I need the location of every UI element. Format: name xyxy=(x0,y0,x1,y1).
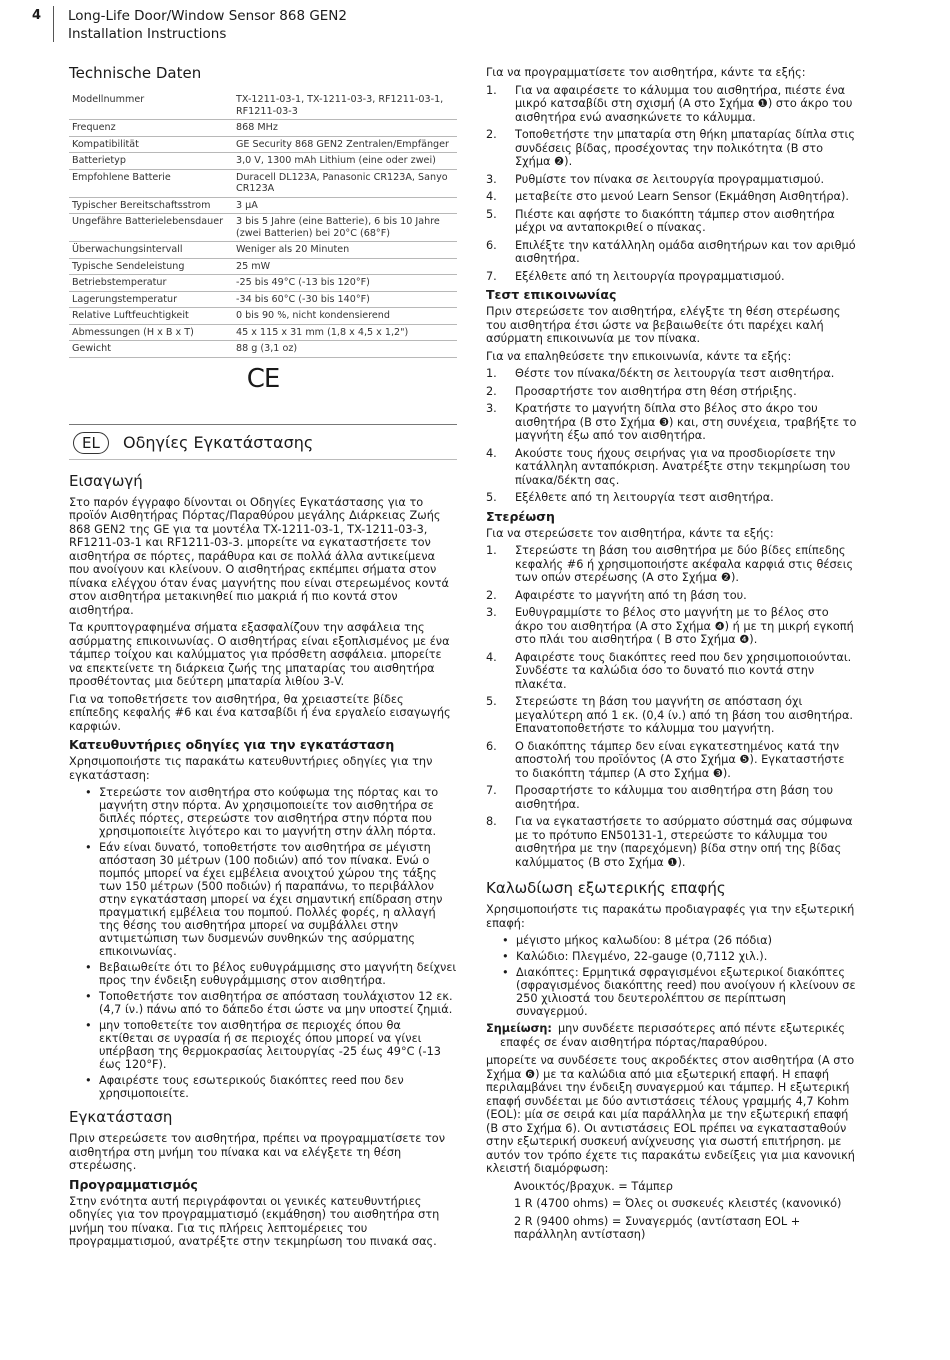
install-heading: Εγκατάσταση xyxy=(69,1108,173,1126)
comm-test-steps xyxy=(486,367,858,505)
doc-subtitle: Installation Instructions xyxy=(68,26,227,42)
list-item: • Διακόπτες: Ερμητικά σφραγισμένοι εξωτερικοί διακόπτες (σφραγισμένος διακόπτης reed) που ανοίγουν ή κλείνουν σε 250 χιλιοστά του δευτερολέπτου σε περίπτωση συναγερμού. xyxy=(516,966,858,1018)
left-column xyxy=(69,64,457,1253)
language-section-bar xyxy=(69,424,457,460)
comm-test-heading: Τεστ επικοινωνίας xyxy=(486,287,617,302)
ce-mark-logo: CE xyxy=(246,363,280,394)
intro-heading: Εισαγωγή xyxy=(69,471,143,490)
spec-label: Abmessungen (H x B x T) xyxy=(69,324,233,341)
list-item: 7. Προσαρτήστε το κάλυμμα του αισθητήρα στη βάση του αισθητήρα. xyxy=(486,784,834,811)
programming-paragraph: Στην ενότητα αυτή περιγράφονται οι γενικές κατευθυντήριες οδηγίες για τον προγραμματισμό (εκμάθηση) του αισθητήρα στη μνήμη του πίνακα. Για τις πλήρεις λεπτομέρειες του προγραμματισμού, ανατρέξτε στην τεκμηρίωση του πινακά σας. xyxy=(69,1194,440,1248)
language-code-badge: EL xyxy=(73,432,109,454)
list-item: 6. Επιλέξτε την κατάλληλη ομάδα αισθητήρων και τον αριθμό αισθητήρα. xyxy=(486,238,856,265)
list-item: • μέγιστο μήκος καλωδίου: 8 μέτρα (26 πόδια) xyxy=(516,934,858,947)
language-section-title: Οδηγίες Εγκατάστασης xyxy=(123,432,314,452)
spec-label: Relative Luftfeuchtigkeit xyxy=(69,308,233,325)
spec-label: Ungefähre Batterielebensdauer xyxy=(69,214,233,242)
spec-value: 0 bis 90 %, nicht kondensierend xyxy=(233,308,457,325)
list-item: 1. Θέστε τον πίνακα/δέκτη σε λειτουργία τεστ αισθητήρα. xyxy=(486,367,835,380)
page-number: 4 xyxy=(32,8,42,23)
spec-value: 3 µA xyxy=(233,197,457,214)
programming-lead: Για να προγραμματίσετε τον αισθητήρα, κάντε τα εξής: xyxy=(486,66,806,79)
table-row xyxy=(69,214,457,242)
table-row xyxy=(69,308,457,325)
list-item: 1. Για να αφαιρέσετε το κάλυμμα του αισθητήρα, πιέστε ένα μικρό κατσαβίδι στη σχισμή (A στο Σχήμα ❶) στο άκρο του αισθητήρα ενώ ανασηκώνετε το κάλυμμα. xyxy=(486,83,853,124)
install-paragraph: Πριν στερεώσετε τον αισθητήρα, πρέπει να προγραμματίσετε τον αισθητήρα στη μνήμη του πίνακα και να ελέγξετε τη θέση στερέωσης. xyxy=(69,1132,446,1172)
list-item: 2. Τοποθετήστε την μπαταρία στη θήκη μπαταρίας δίπλα στις συνδέσεις βίδας, προσέχοντας την πολικότητα (B στο Σχήμα ❷). xyxy=(486,128,855,168)
spec-value: 3 bis 5 Jahre (eine Batterie), 6 bis 10 Jahre (zwei Batterien) bei 20°C (68°F) xyxy=(233,214,457,242)
spec-heading: Technische Daten xyxy=(69,64,202,82)
list-item: • Βεβαιωθείτε ότι το βέλος ευθυγράμμισης στο μαγνήτη δείχνει προς την ένδειξη ευθυγράμμισης στον αισθητήρα. xyxy=(99,961,457,987)
wiring-heading: Καλωδίωση εξωτερικής επαφής xyxy=(486,879,726,897)
wiring-state: Ανοικτός/βραχυκ. = Τάμπερ xyxy=(514,1179,673,1193)
table-row xyxy=(69,291,457,308)
list-item: 1. Στερεώστε τη βάση του αισθητήρα με δύο βίδες επίπεδης κεφαλής #6 ή χρησιμοποιήστε ακέφαλα καρφιά στις θέσεις των οπών στερέωσης (A στο Σχήμα ❷). xyxy=(486,544,854,584)
guidelines-heading: Κατευθυντήριες οδηγίες για την εγκατάσταση xyxy=(69,737,395,752)
list-item: 8. Για να εγκαταστήσετε το ασύρματο σύστημά σας σύμφωνα με το πρότυπο EN50131-1, στερεώστε το κάλυμμα του αισθητήρα με την (παρεχόμενη) βίδα στην οπή της βίδας καλύμματος (B στο Σχήμα ❶). xyxy=(486,815,853,869)
guidelines-list xyxy=(69,786,457,1100)
wiring-note xyxy=(486,1022,858,1050)
spec-label: Überwachungsintervall xyxy=(69,242,233,259)
spec-label: Frequenz xyxy=(69,120,233,137)
list-item: • μην τοποθετείτε τον αισθητήρα σε περιοχές όπου θα εκτίθεται σε υγρασία ή σε περιοχές όπου μπορεί να γίνει υπέρβαση της θερμοκρασίας λειτουργίας -25 έως 49°C (-13 έως 120°F). xyxy=(99,1019,457,1071)
spec-value: 25 mW xyxy=(233,258,457,275)
doc-title: Long-Life Door/Window Sensor 868 GEN2 xyxy=(68,8,347,24)
spec-label: Typischer Bereitschaftsstrom xyxy=(69,197,233,214)
list-item: • Εάν είναι δυνατό, τοποθετήστε τον αισθητήρα σε μέγιστη απόσταση 30 μέτρων (100 ποδιών) από τον πίνακα. Ενώ ο πομπός μπορεί να έχει εμβέλεια ανοιχτού χώρου της τάξης των 150 μέτρων (500 ποδιών) ή παραπάνω, το περιβάλλον στην εγκατάσταση μπορεί να έχει σημαντική επίδραση στην πραγματική εμβέλεια του πομπού. Πολλές φορές, η αλλαγή της θέσης του αισθητήρα μπορεί να συμβάλλει στην αντιμετώπιση των δυσμενών συνθηκών της ασύρματης επικοινωνίας. xyxy=(99,841,457,958)
list-item: • Τοποθετήστε τον αισθητήρα σε απόσταση τουλάχιστον 12 εκ. (4,7 ίν.) πάνω από το δάπεδο έτσι ώστε να μην υποστεί ζημιά. xyxy=(99,990,457,1016)
wiring-state: 1 R (4700 ohms) = Όλες οι συσκευές κλειστές (κανονικό) xyxy=(514,1197,842,1210)
list-item: 5. Εξέλθετε από τη λειτουργία τεστ αισθητήρα. xyxy=(486,491,774,504)
wiring-state: 2 R (9400 ohms) = Συναγερμός (αντίσταση EOL + παράλληλη αντίσταση) xyxy=(514,1214,801,1241)
note-text: μην συνδέετε περισσότερες από πέντε εξωτερικές επαφές σε έναν αισθητήρα πόρτας/παραθύρου. xyxy=(500,1022,845,1049)
table-row xyxy=(69,153,457,170)
list-item: 4. μεταβείτε στο μενού Learn Sensor (Εκμάθηση Αισθητήρα). xyxy=(486,190,849,203)
list-item: 4. Ακούστε τους ήχους σειρήνας για να προσδιορίσετε την κατάλληλη ανταπόκριση. Ανατρέξτε στην τεκμηρίωση του πίνακα/δέκτη σας. xyxy=(486,446,851,487)
table-row xyxy=(69,169,457,197)
guidelines-lead: Χρησιμοποιήστε τις παρακάτω κατευθυντήριες οδηγίες για την εγκατάσταση: xyxy=(69,755,433,782)
programming-steps xyxy=(486,84,858,284)
table-row xyxy=(69,120,457,137)
spec-value: 3,0 V, 1300 mAh Lithium (eine oder zwei) xyxy=(233,153,457,170)
spec-label: Typische Sendeleistung xyxy=(69,258,233,275)
spec-table xyxy=(69,92,457,358)
list-item: 5. Πιέστε και αφήστε το διακόπτη τάμπερ στον αισθητήρα μέχρι να ανταποκριθεί ο πίνακας. xyxy=(486,207,835,234)
spec-label: Empfohlene Batterie xyxy=(69,169,233,197)
mounting-lead: Για να στερεώσετε τον αισθητήρα, κάντε τα εξής: xyxy=(486,526,774,540)
spec-value: GE Security 868 GEN2 Zentralen/Empfänger xyxy=(233,136,457,153)
spec-value: -34 bis 60°C (-30 bis 140°F) xyxy=(233,291,457,308)
spec-value: TX-1211-03-1, TX-1211-03-3, RF1211-03-1, RF1211-03-3 xyxy=(233,92,457,120)
list-item: 4. Αφαιρέστε τους διακόπτες reed που δεν χρησιμοποιούνται. Συνδέστε τα καλώδια όσο το δυνατό πιο κοντά στην πλακέτα. xyxy=(486,650,852,691)
list-item: • Αφαιρέστε τους εσωτερικούς διακόπτες reed που δεν χρησιμοποιείτε. xyxy=(99,1074,457,1100)
table-row xyxy=(69,242,457,259)
table-row xyxy=(69,341,457,358)
spec-label: Lagerungstemperatur xyxy=(69,291,233,308)
mounting-steps xyxy=(486,544,858,869)
table-row xyxy=(69,275,457,292)
intro-paragraph-1: Στο παρόν έγγραφο δίνονται οι Οδηγίες Εγκατάστασης για το προϊόν Αισθητήρας Πόρτας/Παραθύρου μεγάλης Διάρκειας Ζωής 868 GEN2 της GE για τα μοντέλα TX-1211-03-1, TX-1211-03-3, RF1211-03-1 και RF1211-03-3. μπορείτε να εγκαταστήσετε τον αισθητήρα σε πόρτες, παράθυρα και σε πολλά άλλα αντικείμενα που ανοίγουν και κλείνουν. Ο αισθητήρας εκπέμπει σήματα στον πίνακα ελέγχου όταν ένας μαγνήτης που είναι στερεωμένος κοντά στον αισθητήρα μετακινηθεί πιο μακριά ή πιο κοντά στον αισθητήρα. xyxy=(69,495,449,617)
right-column xyxy=(486,66,858,1246)
programming-heading: Προγραμματισμός xyxy=(69,1176,198,1192)
intro-paragraph-2: Τα κρυπτογραφημένα σήματα εξασφαλίζουν την ασφάλεια της ασύρματης επικοινωνίας. Ο αισθητήρας είναι εξοπλισμένος με ένα τάμπερ τοίχου και καλύμματος για πρόσθετη ασφάλεια. μπορείτε να επεκτείνετε τη διάρκεια ζωής της μπαταρίας του αισθητήρα προσθέτοντας μια δεύτερη μπαταρία λιθίου 3-V. xyxy=(69,621,450,688)
comm-test-paragraph: Πριν στερεώσετε τον αισθητήρα, ελέγξτε τη θέση στερέωσης του αισθητήρα έτσι ώστε να βεβαιωθείτε ότι παρέχει καλή ασύρματη επικοινωνία με τον πίνακα. xyxy=(486,305,841,345)
intro-paragraph-3: Για να τοποθετήσετε τον αισθητήρα, θα χρειαστείτε βίδες επίπεδης κεφαλής #6 και ένα κατσαβίδι ή ένα εργαλείο εισαγωγής καρφιών. xyxy=(69,692,451,733)
spec-value: Duracell DL123A, Panasonic CR123A, Sanyo CR123A xyxy=(233,169,457,197)
list-item: 7. Εξέλθετε από τη λειτουργία προγραμματισμού. xyxy=(486,269,785,283)
wiring-paragraph: μπορείτε να συνδέσετε τους ακροδέκτες στον αισθητήρα (A στο Σχήμα ❻) με τα καλώδια από μια εξωτερική επαφή. Η επαφή περιλαμβάνει την ένδειξη συναγερμού και τάμπερ. Η εξωτερική επαφή συνδέεται με δύο αντιστάσεις τέλους γραμμής 4,7 Kohm (EOL): μία σε σειρά και μία παράλληλα με την εξωτερική επαφή (B στο Σχήμα 6). Οι αντιστάσεις EOL πρέπει να εγκατασταθούν στην εξωτερική συσκευή ανίχνευσης για σωστή επιτήρηση. με αυτόν τον τρόπο έχετε τις παρακάτω ενδείξεις για μια κανονική κλειστή διαμόρφωση: xyxy=(486,1054,855,1175)
list-item: 3. Κρατήστε το μαγνήτη δίπλα στο βέλος στο άκρο του αισθητήρα (B στο Σχήμα ❸) και, στη συνέχεια, τραβήξτε το μαγνήτη έξω από τον αισθητήρα. xyxy=(486,402,857,442)
wiring-lead: Χρησιμοποιήστε τις παρακάτω προδιαγραφές για την εξωτερική επαφή: xyxy=(486,903,855,930)
list-item: 3. Ευθυγραμμίστε το βέλος στο μαγνήτη με το βέλος στο άκρο του αισθητήρα (A στο Σχήμα ❹) ή με τη μικρή εγκοπή στο πλάι του αισθητήρα ( B στο Σχήμα ❹). xyxy=(486,606,854,646)
spec-value: Weniger als 20 Minuten xyxy=(233,242,457,259)
spec-label: Batterietyp xyxy=(69,153,233,170)
header-divider xyxy=(53,6,54,42)
list-item: • Καλώδιο: Πλεγμένο, 22-gauge (0,7112 χιλ.). xyxy=(516,950,858,963)
table-row xyxy=(69,136,457,153)
spec-value: 868 MHz xyxy=(233,120,457,137)
list-item: 2. Προσαρτήστε τον αισθητήρα στη θέση στήριξης. xyxy=(486,384,797,398)
wiring-spec-list xyxy=(486,934,858,1018)
list-item: • Στερεώστε τον αισθητήρα στο κούφωμα της πόρτας και το μαγνήτη στην πόρτα. Αν χρησιμοποιείτε τον αισθητήρα σε διπλές πόρτες, στερεώστε τον αισθητήρα στην πόρτα που χρησιμοποιείτε λιγότερο και το μαγνήτη στην άλλη πόρτα. xyxy=(99,786,457,838)
spec-value: -25 bis 49°C (-13 bis 120°F) xyxy=(233,275,457,292)
list-item: 2. Αφαιρέστε το μαγνήτη από τη βάση του. xyxy=(486,588,747,602)
spec-label: Gewicht xyxy=(69,341,233,358)
spec-label: Betriebstemperatur xyxy=(69,275,233,292)
note-label: Σημείωση: xyxy=(486,1022,552,1035)
spec-value: 88 g (3,1 oz) xyxy=(233,341,457,358)
list-item: 3. Ρυθμίστε τον πίνακα σε λειτουργία προγραμματισμού. xyxy=(486,172,825,186)
table-row xyxy=(69,324,457,341)
spec-value: 45 x 115 x 31 mm (1,8 x 4,5 x 1,2") xyxy=(233,324,457,341)
table-row xyxy=(69,197,457,214)
list-item: 5. Στερεώστε τη βάση του μαγνήτη σε απόσταση όχι μεγαλύτερη από 1 εκ. (0,4 ίν.) από τη βάση του αισθητήρα. Επανατοποθετήστε το κάλυμμα του μαγνήτη. xyxy=(486,695,854,735)
table-row xyxy=(69,92,457,120)
list-item: 6. Ο διακόπτης τάμπερ δεν είναι εγκατεστημένος κατά την αποστολή του προϊόντος (A στο Σχήμα ❺). Εγκαταστήστε το διακόπτη τάμπερ (A στο Σχήμα ❸). xyxy=(486,739,845,780)
spec-label: Kompatibilität xyxy=(69,136,233,153)
comm-test-lead: Για να επαληθεύσετε την επικοινωνία, κάντε τα εξής: xyxy=(486,349,792,363)
mounting-heading: Στερέωση xyxy=(486,508,555,524)
spec-label: Modellnummer xyxy=(69,92,233,120)
table-row xyxy=(69,258,457,275)
